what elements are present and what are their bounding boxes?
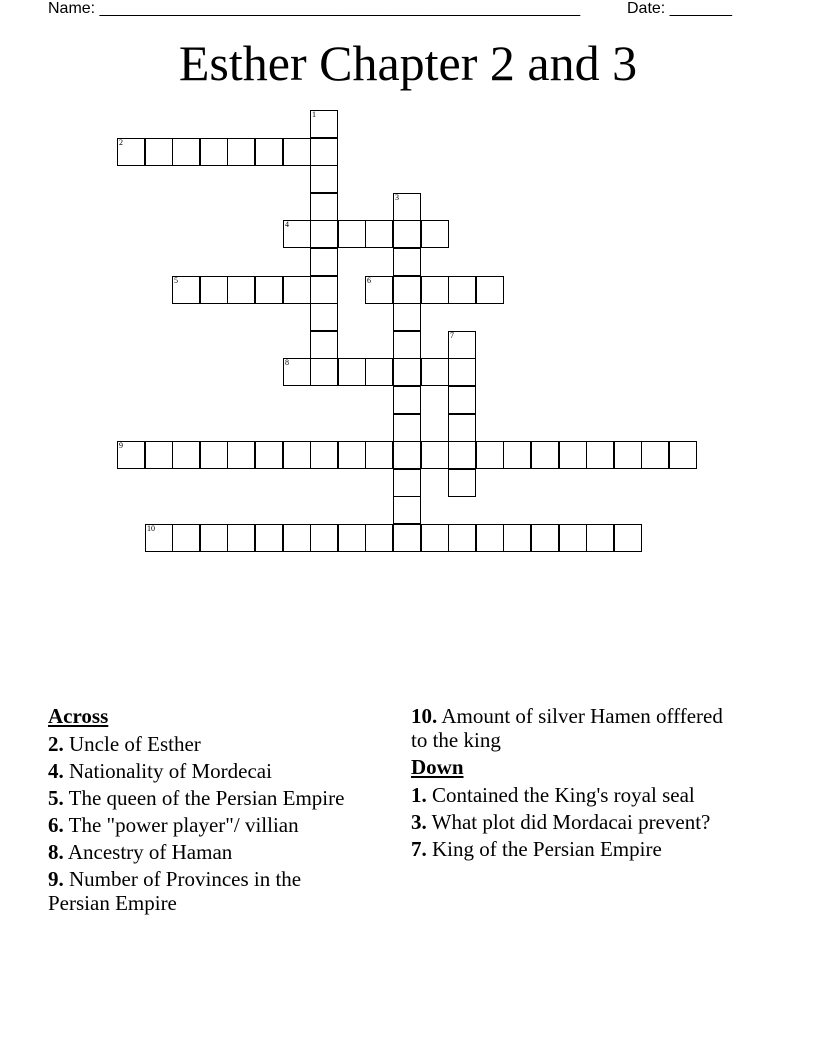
crossword-cell[interactable] <box>310 248 338 276</box>
clue-number-label: 5 <box>174 276 178 285</box>
crossword-cell[interactable] <box>338 220 366 248</box>
clue-text: Amount of silver Hamen offfered to the king <box>411 704 723 752</box>
clue-number-label: 9 <box>119 441 123 450</box>
clue-number-label: 1 <box>312 110 316 119</box>
clue-text: The "power player"/ villian <box>68 813 299 837</box>
crossword-cell[interactable] <box>172 138 200 166</box>
crossword-cell[interactable] <box>255 441 283 469</box>
crossword-cell[interactable] <box>393 496 421 524</box>
crossword-cell[interactable] <box>310 110 338 138</box>
crossword-cell[interactable] <box>283 358 311 386</box>
clue-across-4 <box>48 759 368 783</box>
crossword-cell[interactable] <box>614 441 642 469</box>
crossword-cell[interactable] <box>531 524 559 552</box>
crossword-cell[interactable] <box>200 276 228 304</box>
crossword-cell[interactable] <box>117 138 145 166</box>
clue-number: 2. <box>48 732 64 756</box>
clue-number: 10. <box>411 704 438 728</box>
crossword-cell[interactable] <box>310 331 338 359</box>
clue-number: 4. <box>48 759 64 783</box>
clue-number: 1. <box>411 783 427 807</box>
crossword-cell[interactable] <box>476 276 504 304</box>
crossword-cell[interactable] <box>172 441 200 469</box>
clue-across-5 <box>48 786 368 810</box>
clue-down-7 <box>411 837 731 861</box>
crossword-cell[interactable] <box>255 276 283 304</box>
page-title: Esther Chapter 2 and 3 <box>178 35 638 91</box>
crossword-cell[interactable] <box>476 524 504 552</box>
clue-number: 7. <box>411 837 427 861</box>
crossword-cell[interactable] <box>393 414 421 442</box>
crossword-cell[interactable] <box>448 276 476 304</box>
crossword-cell[interactable] <box>227 276 255 304</box>
crossword-cell[interactable] <box>200 138 228 166</box>
crossword-cell[interactable] <box>448 358 476 386</box>
crossword-cell[interactable] <box>448 386 476 414</box>
clue-number-label: 3 <box>395 193 399 202</box>
clue-down-1 <box>411 783 731 807</box>
clue-across-6 <box>48 813 368 837</box>
clue-text: The queen of the Persian Empire <box>68 786 345 810</box>
clue-text: Ancestry of Haman <box>67 840 233 864</box>
clues-column-left <box>48 704 368 918</box>
crossword-cell[interactable] <box>448 524 476 552</box>
crossword-cell[interactable] <box>255 138 283 166</box>
crossword-cell[interactable] <box>421 524 449 552</box>
crossword-cell[interactable] <box>393 524 421 552</box>
crossword-cell[interactable] <box>338 441 366 469</box>
crossword-cell[interactable] <box>393 248 421 276</box>
crossword-cell[interactable] <box>117 441 145 469</box>
crossword-cell[interactable] <box>227 524 255 552</box>
crossword-cell[interactable] <box>641 441 669 469</box>
crossword-cell[interactable] <box>283 524 311 552</box>
clue-number-label: 10 <box>147 524 155 533</box>
crossword-cell[interactable] <box>283 441 311 469</box>
crossword-cell[interactable] <box>393 220 421 248</box>
crossword-cell[interactable] <box>421 276 449 304</box>
clue-text: King of the Persian Empire <box>432 837 662 861</box>
crossword-cell[interactable] <box>365 220 393 248</box>
crossword-cell[interactable] <box>421 220 449 248</box>
crossword-cell[interactable] <box>200 441 228 469</box>
crossword-cell[interactable] <box>255 524 283 552</box>
crossword-cell[interactable] <box>310 165 338 193</box>
clues-column-right <box>411 704 731 864</box>
clue-across-9 <box>48 867 368 915</box>
clue-across-10 <box>411 704 731 752</box>
crossword-cell[interactable] <box>310 524 338 552</box>
crossword-cell[interactable] <box>365 276 393 304</box>
clue-text: Number of Provinces in the Persian Empire <box>48 867 302 915</box>
crossword-cell[interactable] <box>283 276 311 304</box>
clue-text: Uncle of Esther <box>69 732 201 756</box>
clue-number: 3. <box>411 810 427 834</box>
clue-number-label: 2 <box>119 138 123 147</box>
crossword-cell[interactable] <box>448 414 476 442</box>
crossword-cell[interactable] <box>310 276 338 304</box>
crossword-cell[interactable] <box>393 331 421 359</box>
crossword-cell[interactable] <box>669 441 697 469</box>
crossword-cell[interactable] <box>365 524 393 552</box>
down-heading: Down <box>411 755 464 779</box>
clue-number: 8. <box>48 840 64 864</box>
crossword-cell[interactable] <box>503 441 531 469</box>
crossword-cell[interactable] <box>283 138 311 166</box>
crossword-cell[interactable] <box>283 220 311 248</box>
crossword-cell[interactable] <box>338 524 366 552</box>
crossword-cell[interactable] <box>310 220 338 248</box>
clue-text: Nationality of Mordecai <box>69 759 272 783</box>
crossword-cell[interactable] <box>393 303 421 331</box>
crossword-cell[interactable] <box>310 358 338 386</box>
clue-down-3 <box>411 810 731 834</box>
clue-across-2 <box>48 732 368 756</box>
crossword-cell[interactable] <box>172 524 200 552</box>
crossword-cell[interactable] <box>393 386 421 414</box>
name-field[interactable]: Name: ______________________________________________________ <box>48 0 581 17</box>
clue-number-label: 7 <box>450 331 454 340</box>
clue-number-label: 6 <box>367 276 371 285</box>
crossword-cell[interactable] <box>365 441 393 469</box>
clue-number: 6. <box>48 813 64 837</box>
crossword-cell[interactable] <box>338 358 366 386</box>
crossword-cell[interactable] <box>145 441 173 469</box>
clue-text: Contained the King's royal seal <box>432 783 695 807</box>
crossword-cell[interactable] <box>145 524 173 552</box>
crossword-cell[interactable] <box>586 524 614 552</box>
crossword-cell[interactable] <box>614 524 642 552</box>
date-field[interactable]: Date: _______ <box>627 0 732 17</box>
crossword-cell[interactable] <box>476 441 504 469</box>
crossword-cell[interactable] <box>227 441 255 469</box>
clue-number-label: 4 <box>285 220 289 229</box>
clue-across-8 <box>48 840 368 864</box>
crossword-cell[interactable] <box>503 524 531 552</box>
crossword-cell[interactable] <box>310 193 338 221</box>
crossword-cell[interactable] <box>421 441 449 469</box>
crossword-cell[interactable] <box>365 358 393 386</box>
crossword-cell[interactable] <box>448 441 476 469</box>
crossword-cell[interactable] <box>393 276 421 304</box>
crossword-cell[interactable] <box>448 331 476 359</box>
crossword-cell[interactable] <box>393 469 421 497</box>
crossword-cell[interactable] <box>227 138 255 166</box>
crossword-cell[interactable] <box>393 358 421 386</box>
crossword-cell[interactable] <box>172 276 200 304</box>
crossword-cell[interactable] <box>145 138 173 166</box>
crossword-cell[interactable] <box>310 303 338 331</box>
clue-number-label: 8 <box>285 358 289 367</box>
crossword-cell[interactable] <box>310 138 338 166</box>
crossword-cell[interactable] <box>531 441 559 469</box>
crossword-cell[interactable] <box>200 524 228 552</box>
crossword-cell[interactable] <box>310 441 338 469</box>
clue-text: What plot did Mordacai prevent? <box>431 810 711 834</box>
clue-number: 5. <box>48 786 64 810</box>
across-heading: Across <box>48 704 109 728</box>
crossword-cell[interactable] <box>421 358 449 386</box>
crossword-cell[interactable] <box>393 441 421 469</box>
crossword-cell[interactable] <box>393 193 421 221</box>
clue-number: 9. <box>48 867 64 891</box>
crossword-cell[interactable] <box>559 524 587 552</box>
crossword-cell[interactable] <box>559 441 587 469</box>
crossword-cell[interactable] <box>586 441 614 469</box>
crossword-cell[interactable] <box>448 469 476 497</box>
